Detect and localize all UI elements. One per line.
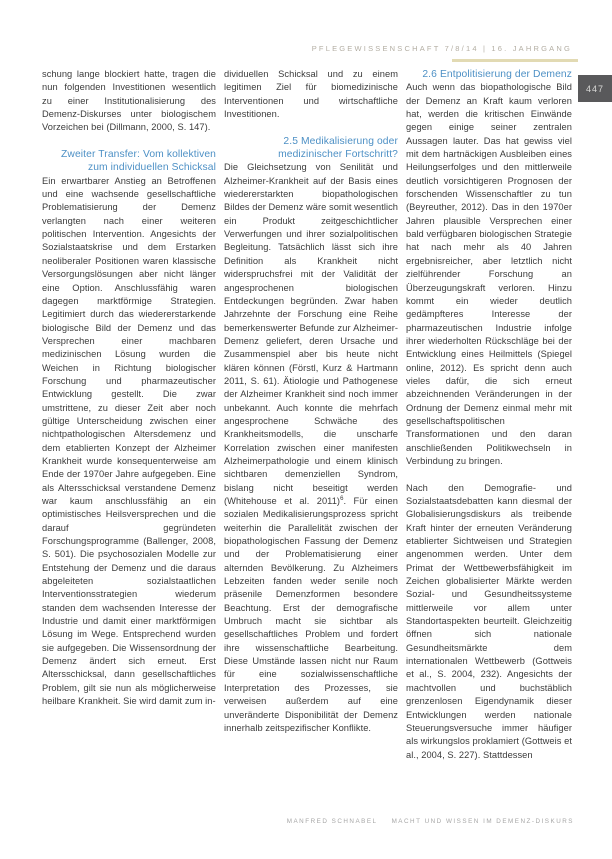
section-heading-2-5 [224, 135, 398, 162]
continued-paragraph: schung lange blockiert hatte, tragen die nun folgenden Investitionen wesentlich zu einer Institutionalisierung des Demenz-Diskurses unter biologischem Vorzeichen bei (Dillmann, 2000, S. 147). [42, 69, 216, 133]
text-column-1 [42, 68, 216, 709]
running-head: PFLEGEWISSENSCHAFT 7/8/14 | 16. JAHRGANG [311, 44, 572, 53]
footer-article-title: MACHT UND WISSEN IM DEMENZ-DISKURS [391, 818, 574, 825]
body-paragraph: Auch wenn das biopathologische Bild der Demenz an Kraft kaum verloren hat, werden die kritischen Einwände gegen einige seiner zentralen Aussagen lauter. Das hat gewiss viel mit dem hartnäckigen Ausbleiben eines Heilungserfolges und den mittlerweile deutlich vorsichtigeren Prognosen der forschenden Wissenschaftler zu tun (Beyreuther, 2012). Das in den 1970er Jahren plausible Versprechen einer bald verfügbaren biologischen Strategie hat nach mehr als 40 Jahren ergebnisreicher, aber letztlich nicht zielführender Forschung an Überzeugungskraft verloren. Hinzu kommt ein wieder deutlich gedämpfteres Interesse der pharmazeutischen Industrie infolge ihrer wiederholten Rückschläge bei der Entwicklung eines Heilmittels (Spiegel online, 2012). Es spricht denn auch vieles dafür, die sich erneut abzeichnenden Veränderungen in der Ordnung der Demenz einmal mehr mit gesellschaftspolitischen Transformationen und den daran anschließenden Politikwechseln in Verbindung zu bringen. [406, 82, 572, 466]
body-paragraph: Nach den Demografie- und Sozialstaatsdebatten kann diesmal der Globalisierungsdiskurs als treibende Kraft hinter der erneuten Veränderung etablierter Sichtweisen und Strategien angenommen werden. Unter dem Primat der Wettbewerbsfähigkeit im Zeichen globalisierter Märkte werden Sozial- und Gesundheitssysteme mittlerweile vor allem unter Standortaspekten beurteilt. Gleichzeitig öffnen sich nationale Gesundheitsmärkte dem internationalen Wettbewerb (Gottweis et al., S. 2004, 232). Angesichts der machtvollen und buchstäblich grenzenlosen Eigendynamik dieser Entwicklungen werden nationale Steuerungsversuche immer häufiger als wirkungslos proklamiert (Gottweis et al., 2004, S. 227). Stattdessen [406, 482, 572, 760]
footer [287, 818, 574, 825]
body-paragraph: Ein erwartbarer Anstieg an Betroffenen und eine wachsende gesellschaftliche Problematisierung der Demenz verlangten nach einer weiteren politischen Intervention. Angesichts der Sozialstaatskrise und dem Erstarken neoliberaler Positionen waren klassische Versorgungslösungen aber nicht länger eine Option. Anschlussfähig waren dagegen marktförmige Strategien. Legitimiert durch das wiedererstarkende biologische Bild der Demenz und das Versprechen einer machbaren medizinischen Lösung wurden die Weichen in Richtung biologischer Forschung und pharmazeutischer Entwicklung gestellt. Die zwar umstrittene, zu dieser Zeit aber noch gültige Unterscheidung zwischen einer nichtpathologischen Altersdemenz und dem etablierten Konzept der Alzheimer Krankheit wurde konsequenterweise am Ende der 1970er Jahre aufgegeben. Eine als Altersschicksal verstandene Demenz war kaum anschlussfähig an ein optimistisches Heilsversprechen und die darauf gegründeten Forschungsprogramme (Ballenger, 2008, S. 501). Die psychosozialen Modelle zur Entstehung der Demenz und die daraus abgeleiteten sozialstaatlichen Interventionsstrategien wiederum standen dem wachsenden Interesse der Industrie und damit einer marktförmigen Lösung im Wege. Entsprechend wurden sie aufgegeben. Die Wissensordnung der Demenz ändert sich erneut. Erst Altersschicksal, dann gesellschaftliches Problem, gilt sie nun als möglicherweise heilbare Krankheit. Sie wird damit zum in- [42, 175, 216, 707]
footnote-marker: 6 [340, 495, 344, 502]
header-highlight-mark [452, 59, 578, 62]
paragraph-text: Die Gleichsetzung von Senilität und Alzheimer-Krankheit auf der Basis eines wiedererstarkten biopathologischen Bildes der Demenz wäre somit wesentlich ein Produkt zeitgeschichtlicher Verwerfungen und ihrer sozialpolitischen Begleitung. Tatsächlich lässt sich ihre Definition als Krankheit nicht widerspruchsfrei mit der Validität der angesprochenen biologischen Entdeckungen begründen. Zwar haben Jahrzehnte der Forschung eine Reihe bemerkenswerter Befunde zur Alzheimer-Demenz geliefert, deren Ursache und Zusammenspiel aber bis heute nicht klären können (Förstl, Kurz & Hartmann 2011, S. 61). Ätiologie und Pathogenese der Alzheimer Krankheit sind noch immer unbekannt. Auch konnte die mehrfach angesprochene Schwäche des Krankheitsmodells, die unscharfe Korrelation zwischen einer manifesten Alzheimerpathologie und einem klinisch sichtbaren demenziellen Syndrom, bislang nicht beseitigt werden (Whitehouse et al. 2011) [224, 162, 399, 506]
page-number-badge [578, 75, 612, 102]
section-title: Medikalisierung oder medizinischer Fortschritt? [278, 135, 398, 161]
body-paragraph [224, 161, 398, 735]
footer-author: MANFRED SCHNABEL [286, 818, 378, 825]
paragraph-text: . Für einen sozialen Medikalisierungsprozess spricht weiterhin die Parallelität zwischen der biopathologischen Fassung der Demenz und der Problematisierung einer alternden Bevölkerung. Zu Alzheimers Lebzeiten fanden weder senile noch präsenile Demenzformen besondere Beachtung. Erst der demografische Umbruch macht sie sichtbar als gesellschaftliches Problem und fordert ihre wissenschaftliche Bearbeitung. Diese Umstände lassen nicht nur Raum für eine sozialwissenschaftliche Interpretation des Prozesses, sie verweisen außerdem auf eine unveränderte Disponibilität der Demenz innerhalb zeitspezifischer Konflikte. [224, 496, 398, 733]
section-title: Entpolitisierung der Demenz [439, 69, 572, 80]
section-number: 2.6 [422, 69, 440, 80]
section-heading-2-6 [406, 68, 572, 81]
text-column-3 [406, 68, 572, 762]
section-number: 2.5 [283, 135, 301, 147]
continued-paragraph: dividuellen Schicksal und zu einem legitimen Ziel für biomedizinische Interventionen und wirtschaftliche Investitionen. [224, 69, 398, 120]
section-heading-zweiter-transfer: Zweiter Transfer: Vom kollektiven zum individuellen Schicksal [61, 149, 216, 174]
text-column-2 [224, 68, 398, 735]
page-number-text: 447 [585, 83, 605, 94]
